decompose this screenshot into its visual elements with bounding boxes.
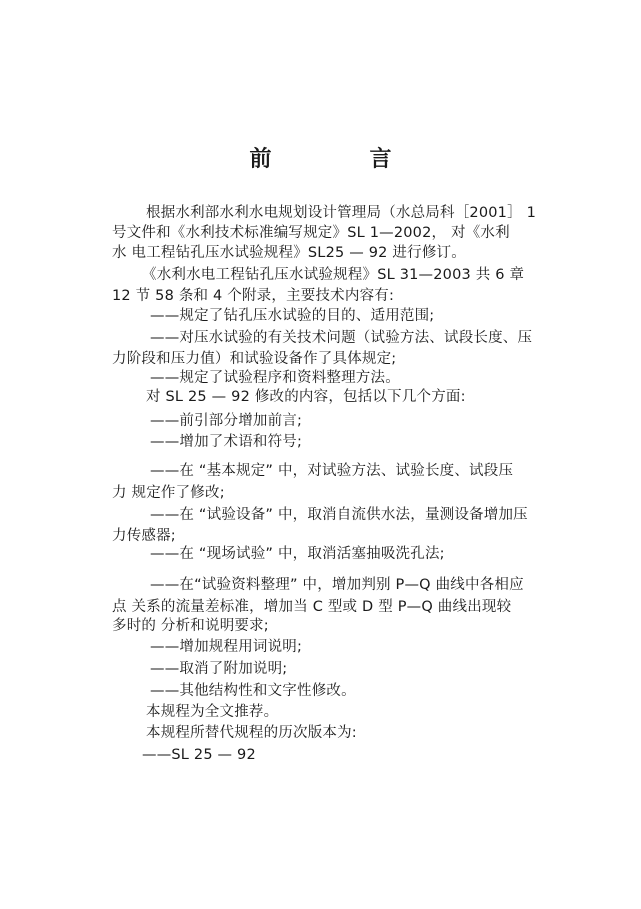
- paragraph-line: 本规程所替代规程的历次版本为:: [146, 725, 357, 741]
- paragraph-line: 力阶段和压力值）和试验设备作了具体规定;: [112, 351, 397, 367]
- list-item: ——在 “基本规定” 中，对试验方法、试验长度、试段压: [150, 463, 514, 479]
- paragraph-line: 力传感器;: [112, 528, 176, 544]
- paragraph-line: 根据水利部水利水电规划设计管理局（水总局科［2001］ 1: [146, 205, 537, 221]
- paragraph-line: 水 电工程钻孔压水试验规程》SL25 — 92 进行修订。: [112, 245, 466, 261]
- list-item: ——规定了试验程序和资料整理方法。: [150, 370, 400, 386]
- list-item: ——在“试验资料整理” 中，增加判别 P—Q 曲线中各相应: [150, 577, 524, 593]
- paragraph-line: 对 SL 25 — 92 修改的内容，包括以下几个方面:: [146, 389, 466, 405]
- list-item: ——SL 25 — 92: [142, 747, 256, 763]
- list-item: ——前引部分增加前言;: [150, 413, 303, 429]
- paragraph-line: 力 规定作了修改;: [112, 485, 225, 501]
- list-item: ——在 “试验设备” 中，取消自流供水法，量测设备增加压: [150, 507, 528, 523]
- list-item: ——取消了附加说明;: [150, 661, 288, 677]
- paragraph-line: 《水利水电工程钻孔压水试验规程》SL 31—2003 共 6 章: [142, 267, 525, 283]
- list-item: ——其他结构性和文字性修改。: [150, 683, 356, 699]
- paragraph-line: 点 关系的流量差标准，增加当 C 型或 D 型 P—Q 曲线出现较: [112, 599, 512, 615]
- list-item: ——规定了钻孔压水试验的目的、适用范围;: [150, 308, 435, 324]
- list-item: ——增加规程用词说明;: [150, 639, 303, 655]
- paragraph-line: 号文件和《水利技术标准编写规定》SL 1—2002， 对《水利: [112, 225, 510, 241]
- list-item: ——增加了术语和符号;: [150, 434, 303, 450]
- list-item: ——在 “现场试验” 中，取消活塞抽吸洗孔法;: [150, 546, 445, 562]
- list-item: ——对压水试验的有关技术问题（试验方法、试段长度、压: [150, 330, 533, 346]
- page-title: 前 言: [249, 146, 430, 172]
- paragraph-line: 12 节 58 条和 4 个附录，主要技术内容有:: [112, 288, 395, 304]
- paragraph-line: 本规程为全文推荐。: [146, 704, 279, 720]
- paragraph-line: 多时的 分析和说明要求;: [112, 618, 269, 634]
